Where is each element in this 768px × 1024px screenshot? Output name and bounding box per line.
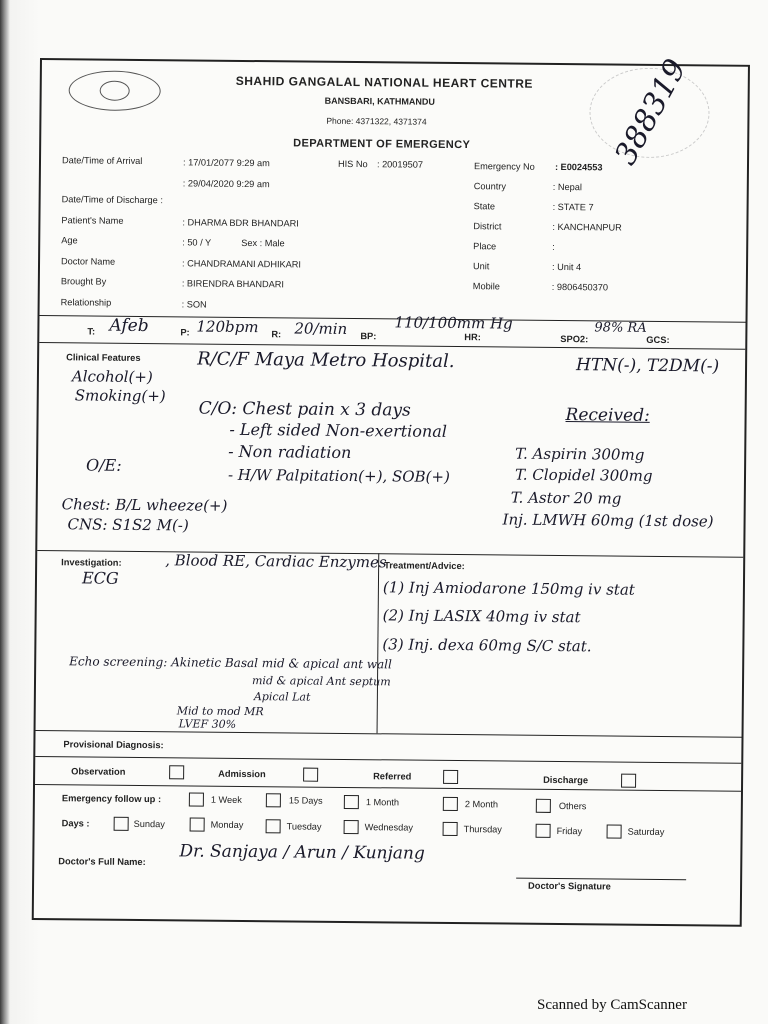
brought-by-value: : BIRENDRA BHANDARI <box>181 278 284 290</box>
day-monday-label: Monday <box>210 819 244 830</box>
doctor-signature-label: Doctor's Signature <box>528 880 611 892</box>
investigation-note: , Blood RE, Cardiac Enzymes <box>165 551 387 572</box>
investigation-note: ECG <box>81 568 119 588</box>
country-label: Country <box>473 181 507 192</box>
department-title: DEPARTMENT OF EMERGENCY <box>293 137 471 152</box>
country-value: : Nepal <box>552 181 582 193</box>
followup-1-month-checkbox[interactable] <box>344 795 359 809</box>
clinical-note: T. Astor 20 mg <box>510 488 622 508</box>
arrival-label: Date/Time of Arrival <box>61 155 143 166</box>
clinical-note: - Left sided Non-exertional <box>229 419 448 441</box>
observation-checkbox[interactable] <box>169 765 184 779</box>
clinical-note: Alcohol(+) <box>71 367 153 387</box>
district-value: : KANCHANPUR <box>552 221 622 233</box>
place-value: : <box>552 241 555 252</box>
day-saturday-label: Saturday <box>627 826 665 838</box>
hospital-name: SHAHID GANGALAL NATIONAL HEART CENTRE <box>235 73 534 91</box>
discharge-label: Discharge <box>543 774 589 786</box>
day-friday-checkbox[interactable] <box>536 824 551 838</box>
emergency-no-value: : E0024553 <box>554 161 603 173</box>
clinical-features-title: Clinical Features <box>66 352 141 363</box>
provisional-diagnosis-title: Provisional Diagnosis: <box>63 739 164 751</box>
clinical-note: Inj. LMWH 60mg (1st dose) <box>502 510 714 531</box>
clinical-note: Received: <box>565 405 650 426</box>
divider <box>37 550 743 558</box>
camscanner-watermark: Scanned by CamScanner <box>537 997 687 1013</box>
day-monday-checkbox[interactable] <box>190 817 205 831</box>
spo2-value: 98% RA <box>594 320 647 336</box>
day-wednesday-checkbox[interactable] <box>344 820 359 834</box>
emergency-no-label: Emergency No <box>473 161 535 172</box>
patient-name-label: Patient's Name <box>61 215 124 226</box>
gcs-label: GCS: <box>646 334 670 346</box>
treatment-note: (2) Inj LASIX 40mg iv stat <box>382 606 581 627</box>
age-label: Age <box>61 235 78 246</box>
place-label: Place <box>473 241 497 252</box>
clinical-note: HTN(-), T2DM(-) <box>575 355 720 377</box>
days-title: Days : <box>61 818 90 829</box>
hr-label: HR: <box>464 332 481 343</box>
age-value: : 50 / Y <box>182 237 212 248</box>
clinical-note: C/O: Chest pain x 3 days <box>198 398 411 421</box>
divider <box>377 553 380 733</box>
relationship-label: Relationship <box>60 297 112 308</box>
pulse-label: P: <box>180 327 190 338</box>
divider <box>39 342 745 350</box>
hospital-phone: Phone: 4371322, 4371374 <box>326 115 427 127</box>
day-sunday-label: Sunday <box>133 818 165 830</box>
referred-checkbox[interactable] <box>443 770 458 784</box>
signature-line <box>516 878 686 881</box>
temp-label: T: <box>87 326 96 337</box>
doctor-full-name-value: Dr. Sanjaya / Arun / Kunjang <box>179 841 425 864</box>
followup-2-month-checkbox[interactable] <box>443 797 458 811</box>
investigation-note: Apical Lat <box>253 690 311 704</box>
clinical-note: Smoking(+) <box>74 386 166 406</box>
treatment-title: Treatment/Advice: <box>384 560 465 572</box>
day-sunday-checkbox[interactable] <box>114 817 129 831</box>
clinical-note: CNS: S1S2 M(-) <box>67 515 189 535</box>
doctor-name-label: Doctor Name <box>61 256 116 267</box>
sex-value: Sex : Male <box>241 237 285 249</box>
discharge-datetime-label: Date/Time of Discharge : <box>61 194 163 206</box>
clinical-note: - Non radiation <box>228 441 352 463</box>
divider <box>36 730 742 738</box>
unit-label: Unit <box>472 261 490 272</box>
investigation-note: mid & apical Ant septum <box>251 674 391 689</box>
clinical-note: T. Aspirin 300mg <box>515 444 645 464</box>
his-label: HIS No <box>337 158 368 170</box>
clinical-note: R/C/F Maya Metro Hospital. <box>197 348 455 372</box>
hospital-address: BANSBARI, KATHMANDU <box>324 95 435 107</box>
arrival-value-ad: : 29/04/2020 9:29 am <box>182 178 270 190</box>
followup-1-week-checkbox[interactable] <box>189 792 204 806</box>
state-label: State <box>473 201 496 212</box>
day-tuesday-label: Tuesday <box>286 821 322 832</box>
resp-value: 20/min <box>294 319 348 338</box>
admission-checkbox[interactable] <box>303 768 318 782</box>
day-thursday-checkbox[interactable] <box>443 822 458 836</box>
pulse-value: 120bpm <box>196 317 259 337</box>
followup-others-label: Others <box>558 801 587 812</box>
bp-value: 110/100mm Hg <box>394 313 513 333</box>
followup-title: Emergency follow up : <box>61 793 162 805</box>
day-friday-label: Friday <box>556 825 583 837</box>
observation-label: Observation <box>71 766 126 777</box>
hospital-seal-icon <box>68 70 160 111</box>
spo2-label: SPO2: <box>560 334 589 345</box>
followup-others-checkbox[interactable] <box>536 799 551 813</box>
investigation-note: Mid to mod MR <box>176 704 264 719</box>
treatment-note: (3) Inj. dexa 60mg S/C stat. <box>382 635 592 656</box>
followup-1-month-label: 1 Month <box>365 797 400 808</box>
day-saturday-checkbox[interactable] <box>607 824 622 838</box>
investigation-note: Echo screening: Akinetic Basal mid & apical ant wall <box>69 654 392 672</box>
day-tuesday-checkbox[interactable] <box>266 819 281 833</box>
investigation-note: LVEF 30% <box>178 717 237 731</box>
doctor-full-name-label: Doctor's Full Name: <box>58 856 146 868</box>
relationship-value: : SON <box>181 299 207 310</box>
resp-label: R: <box>271 329 282 340</box>
clinical-note: - H/W Palpitation(+), SOB(+) <box>227 465 450 486</box>
arrival-value: : 17/01/2077 9:29 am <box>182 157 270 169</box>
emergency-form <box>32 53 750 927</box>
divider <box>35 756 741 764</box>
corner-handwritten-number: 388319 <box>608 53 694 171</box>
doctor-name-value: : CHANDRAMANI ADHIKARI <box>181 258 302 270</box>
mobile-label: Mobile <box>472 281 500 292</box>
day-wednesday-label: Wednesday <box>364 822 414 833</box>
bp-label: BP: <box>360 331 377 342</box>
patient-name-value: : DHARMA BDR BHANDARI <box>182 217 299 229</box>
followup-2-month-label: 2 Month <box>464 799 499 810</box>
referred-label: Referred <box>373 771 412 782</box>
clinical-note: O/E: <box>86 455 122 475</box>
day-thursday-label: Thursday <box>463 824 502 835</box>
investigation-title: Investigation: <box>61 557 122 568</box>
admission-label: Admission <box>218 768 266 780</box>
discharge-checkbox[interactable] <box>621 774 636 788</box>
followup-1-week-label: 1 Week <box>210 794 242 805</box>
followup-15-days-label: 15 Days <box>288 795 323 806</box>
clinical-note: Chest: B/L wheeze(+) <box>61 495 228 515</box>
treatment-note: (1) Inj Amiodarone 150mg iv stat <box>382 578 635 599</box>
unit-value: : Unit 4 <box>551 261 582 273</box>
temp-value: Afeb <box>109 315 149 337</box>
his-value: : 20019507 <box>376 159 424 170</box>
district-label: District <box>473 221 502 232</box>
followup-15-days-checkbox[interactable] <box>266 793 281 807</box>
brought-by-label: Brought By <box>60 276 107 287</box>
state-value: : STATE 7 <box>552 201 594 213</box>
mobile-value: : 9806450370 <box>551 281 609 293</box>
clinical-note: T. Clopidel 300mg <box>514 465 653 485</box>
